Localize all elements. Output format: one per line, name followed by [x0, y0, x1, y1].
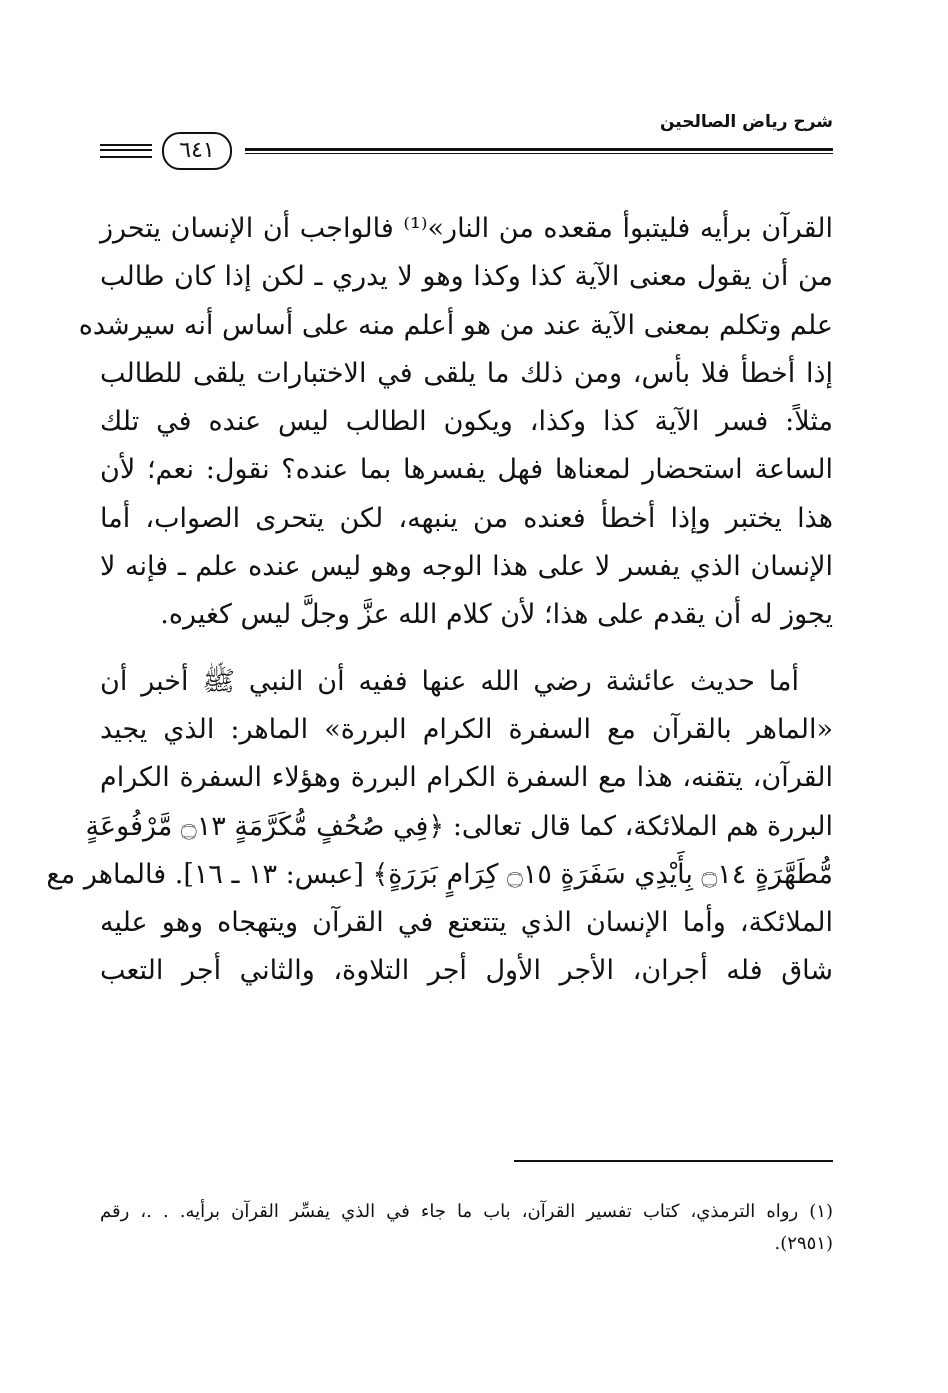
paragraph-2	[46, 658, 833, 996]
main-text	[46, 205, 834, 996]
page-number: ٦٤١	[162, 132, 232, 170]
text-line: الملائكة، وأما الإنسان الذي يتتعتع في القرآن ويتهجاه وهو عليه	[100, 907, 833, 939]
paragraph-1	[78, 205, 834, 640]
text-line: البررة هم الملائكة، كما قال تعالى: ﴿فِي صُحُفٍ مُّكَرَّمَةٍ ۝١٣ مَّرْفُوعَةٍ	[85, 810, 833, 842]
text-line: مُّطَهَّرَةٍ ۝١٤ بِأَيْدِي سَفَرَةٍ ۝١٥ كِرَامٍ بَرَرَةٍ﴾ [عبس: ١٣ ـ ١٦]. فالماهر مع	[46, 858, 833, 890]
text-line: «الماهر بالقرآن مع السفرة الكرام البررة» الماهر: الذي يجيد	[100, 713, 833, 745]
text-line: القرآن برأيه فليتبوأ مقعده من النار»⁽¹⁾ فالواجب أن الإنسان يتحرز	[100, 213, 833, 244]
footnote-line: (٢٩٥١).	[774, 1233, 833, 1254]
text-line: القرآن، يتقنه، هذا مع السفرة الكرام البررة وهؤلاء السفرة الكرام	[100, 762, 833, 794]
footnote-line: (١) رواه الترمذي، كتاب تفسير القرآن، باب ما جاء في الذي يفسِّر القرآن برأيه. . .، رقم	[100, 1201, 833, 1222]
text-line: علم وتكلم بمعنى الآية عند من هو أعلم منه على أساس أنه سيرشده	[78, 309, 833, 341]
text-line: من أن يقول معنى الآية كذا وكذا وهو لا يدري ـ لكن إذا كان طالب	[100, 261, 833, 293]
text-line: أما حديث عائشة رضي الله عنها ففيه أن النبي ﷺ أخبر أن	[100, 665, 799, 697]
text-line: شاق فله أجران، الأجر الأول أجر التلاوة، والثاني أجر التعب	[100, 955, 833, 987]
footnote-separator	[514, 1160, 833, 1162]
page-header	[100, 112, 833, 172]
paragraph-gap	[100, 640, 833, 658]
text-line: يجوز له أن يقدم على هذا؛ لأن كلام الله عزَّ وجلَّ ليس كغيره.	[160, 599, 833, 631]
text-line: الساعة استحضار لمعناها فهل يفسرها بما عنده؟ نقول: نعم؛ لأن	[100, 454, 833, 486]
footnote	[100, 1196, 833, 1260]
text-line: مثلاً: فسر الآية كذا وكذا، ويكون الطالب ليس عنده في تلك	[100, 406, 833, 438]
header-rule	[245, 148, 833, 154]
text-line: إذا أخطأ فلا بأس، ومن ذلك ما يلقى في الاختبارات يلقى للطالب	[100, 357, 834, 389]
header-rule-short	[100, 144, 152, 158]
text-line: هذا يختبر وإذا أخطأ فعنده من ينبهه، لكن يتحرى الصواب، أما	[100, 502, 833, 534]
book-title: شرح رياض الصالحين	[659, 112, 833, 132]
text-line: الإنسان الذي يفسر لا على هذا الوجه وهو ليس عنده علم ـ فإنه لا	[100, 551, 833, 583]
